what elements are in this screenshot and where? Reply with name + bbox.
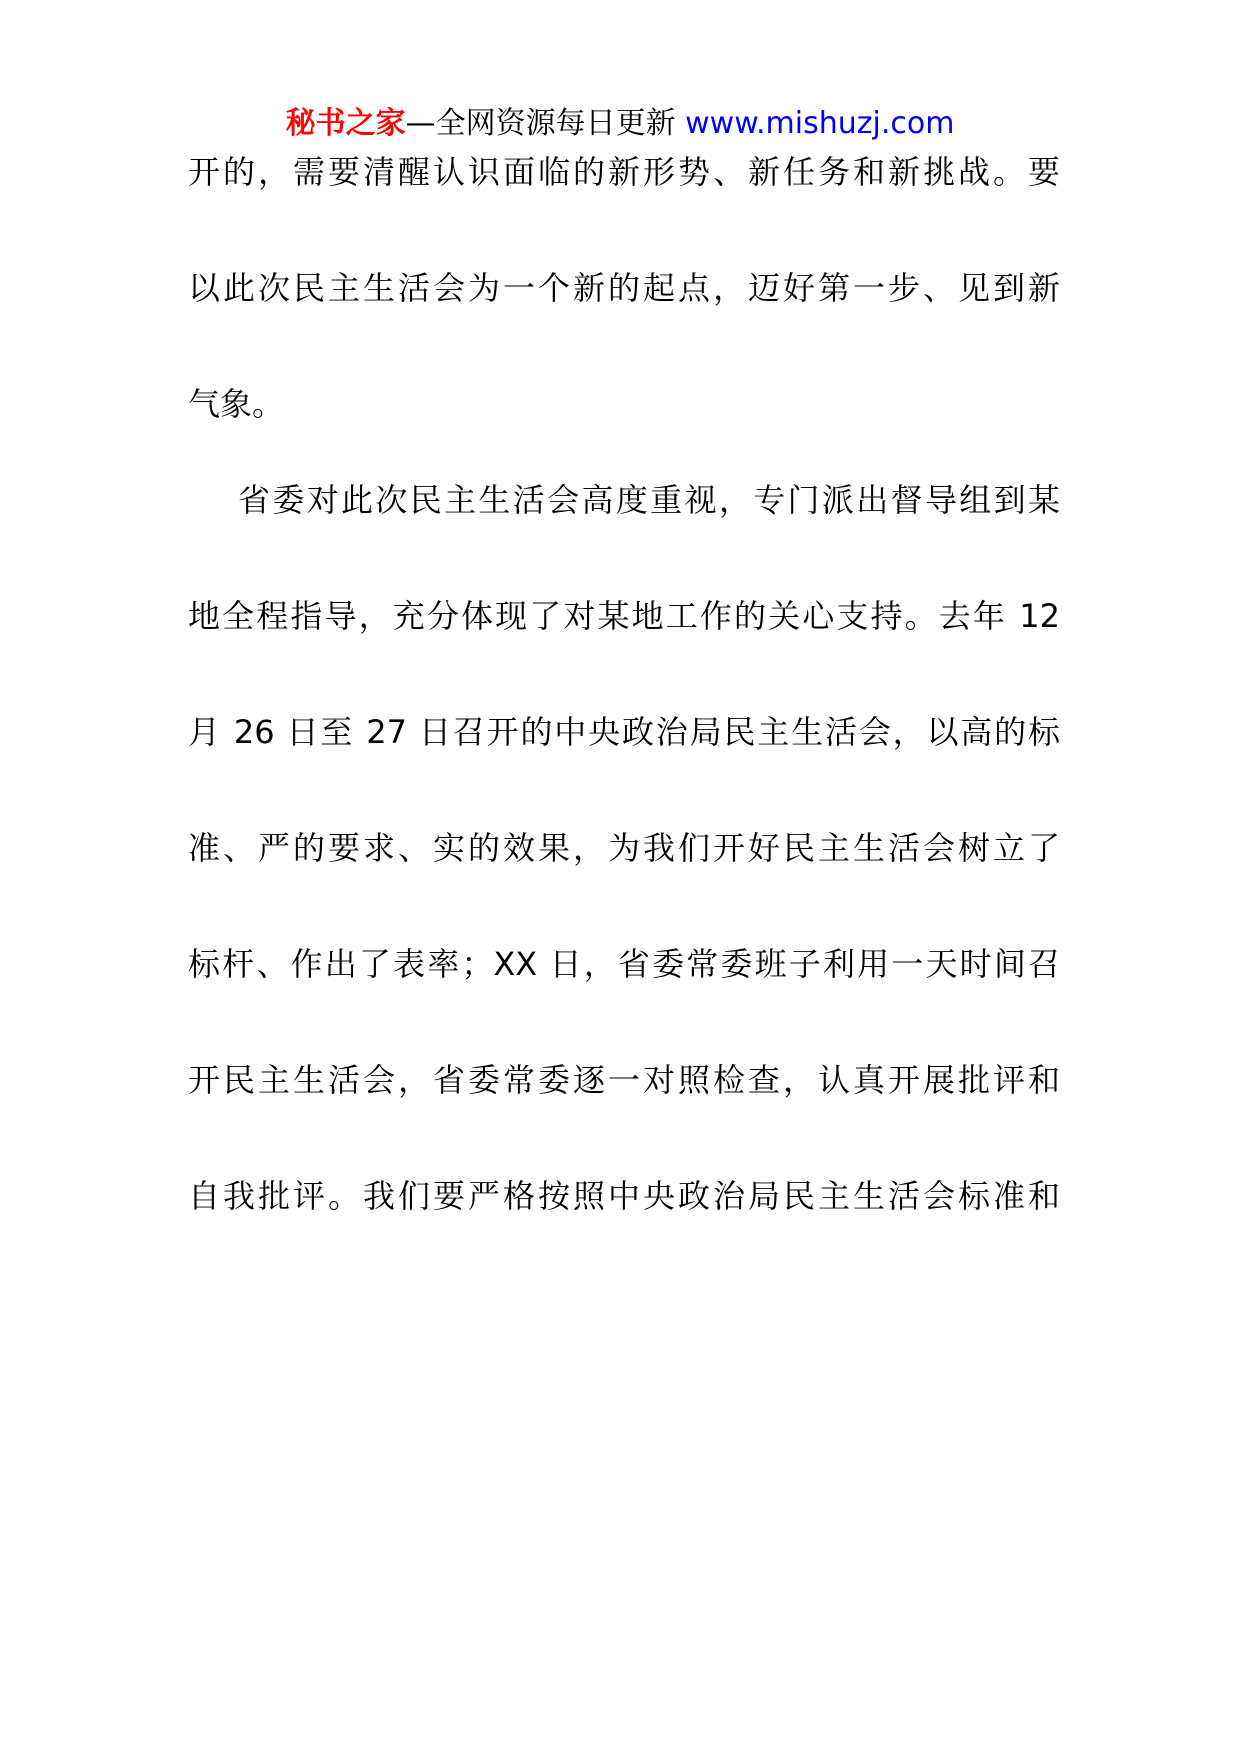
header-brand: 秘书之家	[285, 106, 406, 141]
body-line-6: 月 26 日至 27 日召开的中央政治局民主生活会，以高的标	[188, 713, 1060, 751]
body-line-7: 准、严的要求、实的效果，为我们开好民主生活会树立了	[188, 829, 1060, 867]
body-line-1: 开的，需要清醒认识面临的新形势、新任务和新挑战。要	[188, 153, 1060, 191]
body-line-3: 气象。	[188, 385, 285, 423]
header-tagline: —全网资源每日更新	[405, 106, 686, 141]
body-line-2: 以此次民主生活会为一个新的起点，迈好第一步、见到新	[188, 269, 1060, 307]
body-line-4: 省委对此次民主生活会高度重视，专门派出督导组到某	[238, 481, 1060, 519]
body-line-8: 标杆、作出了表率；XX 日，省委常委班子利用一天时间召	[188, 945, 1060, 983]
header-url-link[interactable]: www.mishuzj.com	[685, 106, 955, 141]
body-line-9: 开民主生活会，省委常委逐一对照检查，认真开展批评和	[188, 1061, 1060, 1099]
page-header	[0, 104, 1240, 144]
body-line-10: 自我批评。我们要严格按照中央政治局民主生活会标准和	[188, 1177, 1060, 1215]
body-line-5: 地全程指导，充分体现了对某地工作的关心支持。去年 12	[188, 597, 1060, 635]
